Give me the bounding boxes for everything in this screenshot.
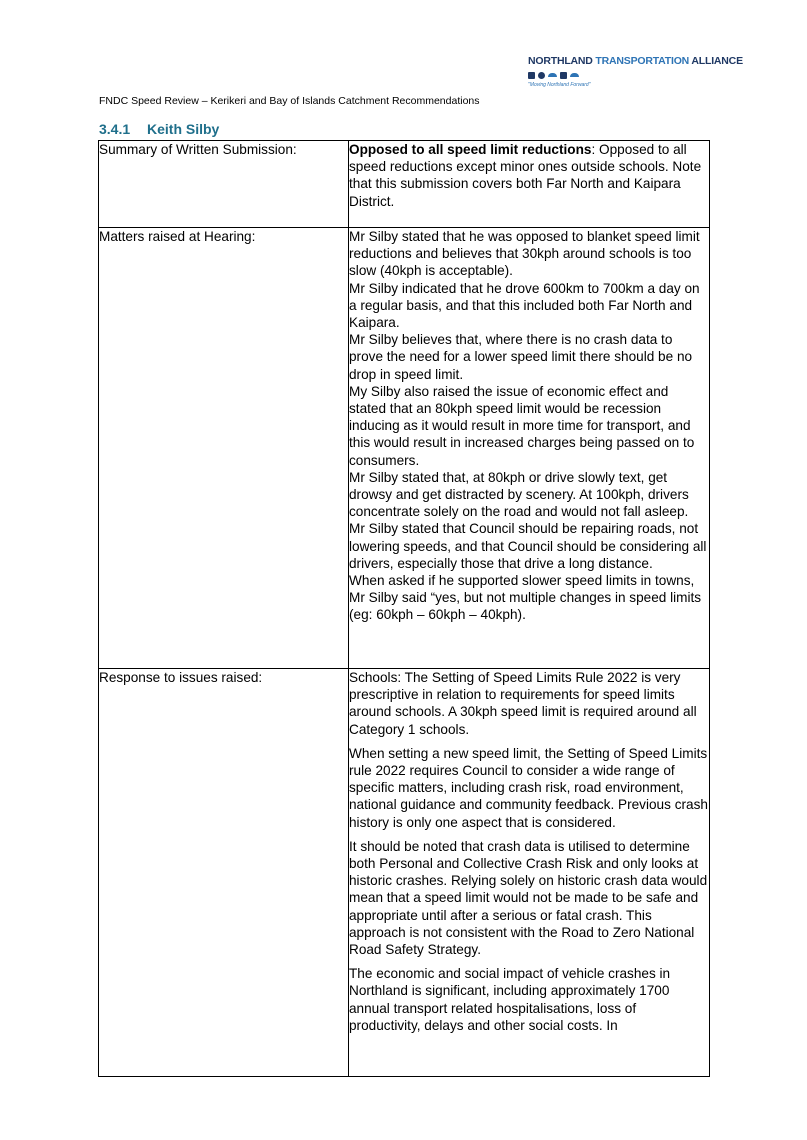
partner-logos [528,70,703,80]
written-submission-summary [349,141,710,228]
logo-tagline: "Moving Northland Forward" [528,82,591,88]
response-paragraph: Schools: The Setting of Speed Limits Rule 2022 is very prescriptive in relation to requirements for speed limits around schools. A 30kph speed limit is required around all Category 1 schools. [349,670,697,737]
partner-nzta [570,73,579,77]
partner-fndc [528,72,535,79]
row-label: Matters raised at Hearing: [99,228,349,669]
partner-whangarei [548,73,557,77]
row-label: Response to issues raised: [99,669,349,1077]
hearing-line: Mr Silby indicated that he drove 600km to 700km a day on a regular basis, and that this included both Far North and Kaipara. [349,280,700,331]
nta-logo [528,55,743,88]
submission-table [98,140,710,1077]
logo-title [528,55,743,67]
table-row [99,669,710,1077]
whangarei-logo-icon [548,73,557,77]
section-number: 3.4.1 [99,121,131,137]
logo-word-northland: NORTHLAND [528,55,593,67]
hearing-line: Mr Silby stated that he was opposed to blanket speed limit reductions and believes that 30kph around schools is too slow (40kph is acceptable). [349,229,700,279]
response-paragraph: It should be noted that crash data is utilised to determine both Personal and Collective Crash Risk and only looks at historic crashes. Relying solely on historic crash data would mean that a speed limit would not be made to be safe and appropriate until after a serious or fatal crash. This approach is not consistent with the Road to Zero National Road Safety Strategy. [349,838,708,958]
hearing-line: When asked if he supported slower speed limits in towns, Mr Silby said “yes, but not multiple changes in speed limits (eg: 60kph – 60kph – 40kph). [349,573,702,623]
hearing-line: Mr Silby believes that, where there is no crash data to prove the need for a lower speed limit there should be no drop in speed limit. [349,332,693,382]
row-label: Summary of Written Submission: [99,141,349,228]
hearing-line: Mr Silby stated that Council should be repairing roads, not lowering speeds, and that Council should be considering all drivers, especially those that drive a long distance. [349,521,707,571]
hearing-line: My Silby also raised the issue of economic effect and stated that an 80kph speed limit would be recession inducing as it would result in more time for transport, and this would result in increased charges being passed on to consumers. [349,383,695,468]
kaipara-logo-icon [538,72,545,79]
section-title: Keith Silby [147,121,220,137]
hearing-matters [349,228,710,669]
logo-word-transportation: TRANSPORTATION [595,55,690,67]
table-row [99,141,710,228]
response-paragraph: When setting a new speed limit, the Setting of Speed Limits rule 2022 requires Council to consider a wide range of specific matters, including crash risk, road environment, national guidance and community feedback. Previous crash history is only one aspect that is considered. [349,745,708,830]
response-to-issues [349,669,710,1077]
section-heading [99,121,219,137]
partner-nrc [560,72,567,79]
table-row [99,228,710,669]
fndc-logo-icon [528,72,535,79]
summary-text: : Opposed to all speed reductions except minor ones outside schools. Note that this submission covers both Far North and Kaipara District. [349,142,702,209]
nrc-logo-icon [560,72,567,79]
nzta-logo-icon [570,73,579,77]
hearing-line: Mr Silby stated that, at 80kph or drive slowly text, get drowsy and get distracted by scenery. At 100kph, drivers concentrate solely on the road and would not fall asleep. [349,469,689,520]
partner-kaipara [538,72,545,79]
logo-word-alliance: ALLIANCE [691,55,743,67]
document-header-title: FNDC Speed Review – Kerikeri and Bay of Islands Catchment Recommendations [99,95,480,107]
response-paragraph: The economic and social impact of vehicle crashes in Northland is significant, including approximately 1700 annual transport related hospitalisations, loss of productivity, delays and other social costs. In [349,966,671,1033]
summary-lead: Opposed to all speed limit reductions [349,142,592,157]
